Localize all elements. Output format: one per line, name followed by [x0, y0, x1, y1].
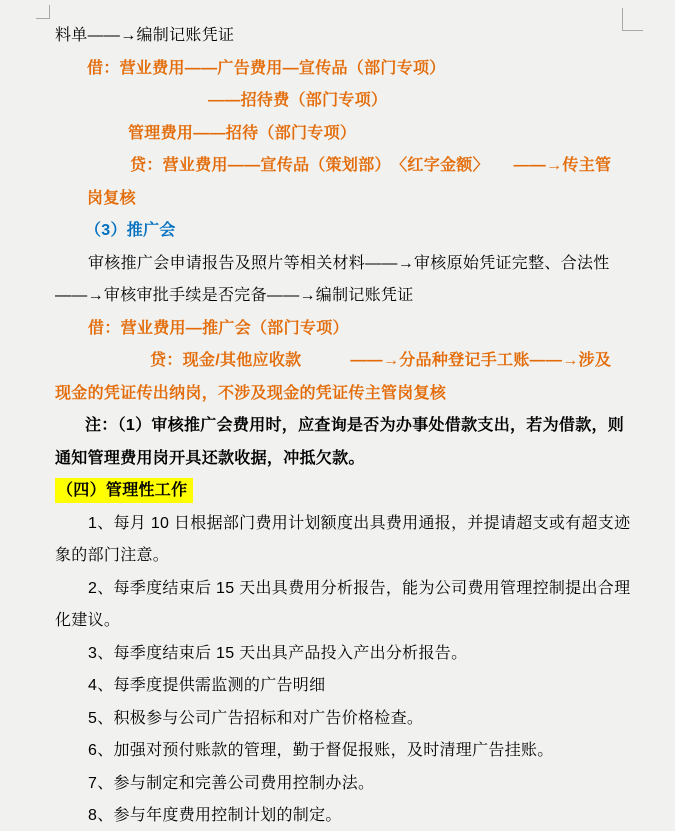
doc-line-credit-entry: 贷：现金/其他应收款 ——→分品种登记手工账——→涉及 [150, 352, 612, 369]
doc-line-debit-entry: 借：营业费用——广告费用—宣传品（部门专项） [87, 59, 446, 77]
doc-line-list-item: 7、参与制定和完善公司费用控制办法。 [88, 774, 375, 792]
doc-line: ——→审核审批手续是否完备——→编制记账凭证 [55, 287, 414, 304]
highlighted-heading-text: （四）管理性工作 [55, 478, 193, 503]
doc-line-debit-entry: 借：营业费用—推广会（部门专项） [88, 319, 349, 337]
doc-line-list-item: 4、每季度提供需监测的广告明细 [88, 677, 326, 694]
doc-line-credit-entry: 现金的凭证传出纳岗，不涉及现金的凭证传主管岗复核 [55, 384, 447, 402]
doc-line-list-item: 1、每月 10 日根据部门费用计划额度出具费用通报，并提请超支或有超支迹 [88, 514, 631, 532]
section-heading-promo-meeting: （3）推广会 [85, 222, 176, 239]
doc-line-credit-entry: 贷：营业费用——宣传品（策划部） 〈红字金额〉 ——→传主管 [130, 157, 612, 174]
doc-line-list-item: 3、每季度结束后 15 天出具产品投入产出分析报告。 [88, 644, 468, 662]
doc-line-list-item: 2、每季度结束后 15 天出具费用分析报告，能为公司费用管理控制提出合理 [88, 579, 631, 597]
doc-line: 料单——→编制记账凭证 [55, 27, 235, 44]
doc-line-note: 通知管理费用岗开具还款收据，冲抵欠款。 [55, 449, 365, 467]
doc-line-list-item: 5、积极参与公司广告招标和对广告价格检查。 [88, 709, 424, 727]
doc-line-note: 注：（1）审核推广会费用时，应查询是否为办事处借款支出，若为借款，则 [85, 417, 625, 434]
document-body [0, 20, 675, 831]
text-boundary-corner-mark-left [36, 5, 50, 19]
doc-line-list-item: 6、加强对预付账款的管理，勤于督促报账，及时清理广告挂账。 [88, 742, 554, 759]
doc-line-list-item: 8、参与年度费用控制计划的制定。 [88, 807, 342, 824]
doc-line-list-item: 化建议。 [55, 612, 121, 629]
section-heading-management-work [55, 475, 675, 508]
doc-line-debit-entry: ——招待费（部门专项） [208, 92, 388, 109]
doc-line-credit-entry: 岗复核 [87, 189, 136, 207]
doc-line-list-item: 象的部门注意。 [55, 547, 170, 564]
doc-line: 审核推广会申请报告及照片等相关材料——→审核原始凭证完整、合法性 [88, 254, 610, 272]
doc-line-debit-entry: 管理费用——招待（部门专项） [128, 124, 357, 142]
